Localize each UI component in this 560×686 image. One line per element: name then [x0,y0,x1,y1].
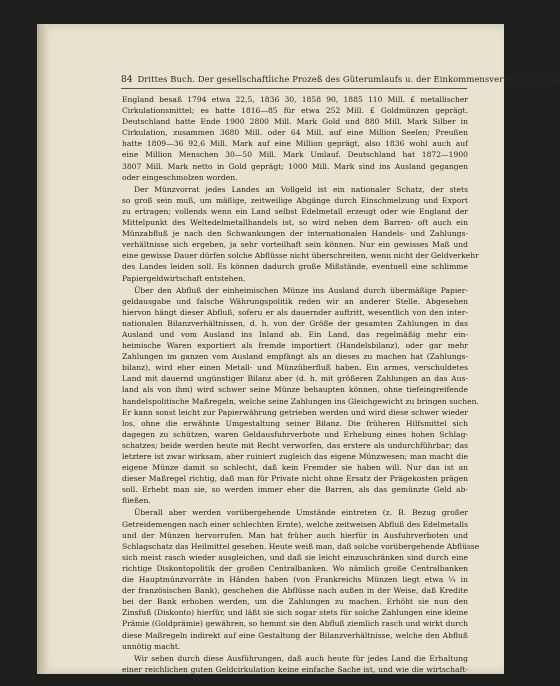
text-line: die Hauptmünzvorräte in Händen haben (von Frankreichs Münzen liegt etwa ¼ in [122,575,468,585]
paragraph [122,653,468,686]
text-line: letztere ist zwar wirksam, aber ruiniert zugleich das eigene Münzwesen; man macht die [122,452,468,461]
text-line: Mittelpunkt des Weltedelmetallhandels ist, so wird neben dem Barren- oft auch ein [122,218,468,228]
body-text [122,94,480,686]
text-line: Prämie (Goldprämie) gewähren, so hemmt sie den Abfluß ziemlich rasch und wirkt durch [122,619,468,629]
text-line: Wir sehen durch diese Ausführungen, daß auch heute für jedes Land die Erhaltung [134,653,468,663]
text-line: Münzabfluß je nach den Schwankungen der internationalen Handels- und Zahlungs- [122,229,468,239]
text-line: geldausgabe und falsche Währungspolitik reden wir an anderer Stelle. Abgesehen [122,296,468,306]
text-line: los, ohne die erwähnte Umgestaltung seiner Bilanz. Die früheren Hilfsmittel sich [122,418,468,428]
text-line: Er kann sonst leicht zur Papierwährung getrieben werden und wird diese schwer wieder [122,407,468,417]
text-line: Zahlungen im ganzen vom Ausland empfängt als an dieses zu machen hat (Zahlungs- [122,352,468,362]
header-rule [121,88,467,89]
text-line: 3807 Mill. Mark netto in Gold geprägt; 1000 Mill. Mark sind ins Ausland gegangen [122,161,468,171]
text-line: soll. Erhebt man sie, so werden immer eher die Barren, als das gemünzte Geld ab- [122,485,468,495]
text-line: verhältnisse sich ergeben, ja sehr vorteilhaft sein können. Nur ein gewisses Maß und [122,240,468,250]
text-line: bilanz), wird eher einen Metall- und Münzüberfluß haben. Ein armes, verschuldetes [122,363,468,373]
text-line: land als von ihm) wird schwer seine Münze behaupten können, ohne tiefeingreifende [122,385,468,395]
marginal-page-reference: [542 [539,75,560,85]
text-line: sich meist rasch wieder ausgleichen, und daß sie leicht einzuschränken sind durch eine [122,552,468,562]
text-line: Der Münzvorrat jedes Landes an Vollgeld ist ein nationaler Schatz, der stets [134,184,468,194]
text-line: nationalen Bilanzverhältnissen, d. h. von der Größe der gesamten Zahlungen in das [122,318,468,328]
text-line: zu ertragen; vollends wenn ein Land selbst Edelmetall erzeugt oder wie England der [122,206,468,216]
text-line: Cirkulationsmittel; es hatte 1816—85 für etwa 252 Mill. £ Goldmünzen geprägt. [122,106,468,116]
text-line: Deutschland hatte Ende 1900 2800 Mill. Mark Gold und 880 Mill. Mark Silber in [122,117,468,127]
book-page [37,24,560,685]
text-line: heimische Waren exportiert als fremde importiert (Handelsbilanz), oder gar mehr [122,341,468,351]
text-line: einer reichlichen guten Geldcirkulation keine einfache Sache ist, und wie die wirtschaft- [122,664,468,674]
text-line: Schlagschatz das Heilmittel gesehen. Heute weiß man, daß solche vorübergehende Abflüsse [122,541,480,551]
text-line: Ausland und vom Ausland ins Inland ab. Ein Land, das regelmäßig mehr ein- [122,329,468,339]
text-line: so groß sein muß, um mäßige, zeitweilige Abgänge durch Einschmelzung und Export [122,195,468,205]
text-line: eine gewisse Dauer dürfen solche Abflüsse nicht überschreiten, wenn nicht der Geldverkehr [122,251,479,261]
text-line: Papiergeldwirtschaft entstehen. [122,273,246,283]
text-line: Zinsfuß (Diskonto) hierfür, und läßt sie sich sogar stets für solche Zahlungen eine kleine [122,608,468,618]
text-line: oder eingeschmolzen worden. [122,172,238,182]
text-line: Cirkulation, zusammen 3680 Mill. oder 64 Mill. auf eine Million Seelen; Preußen [122,128,468,138]
text-line: handelspolitische Maßregeln, welche seine Zahlungen ins Gleichgewicht zu bringen suchen. [122,396,479,406]
text-line: Getreidemengen nach einer schlechten Ernte), welche zeitweisen Abfluß des Edelmetalls [122,519,468,529]
paragraph [122,507,480,651]
page-number: 84 [121,75,133,85]
text-line: schatzes; beide werden heute mit Recht verworfen, das erstere als undurchführbar; das [122,440,468,450]
text-line: der französischen Bank), geschehen die Abflüsse nach außen in der Weise, daß Kredite [122,586,468,596]
text-line: richtige Diskontopolitik der großen Centralbanken. Wo nämlich große Centralbanken [122,563,468,573]
text-line: und der Münzen hervorrufen. Man hat früher auch hierfür in Ausfuhrverboten und [122,530,468,540]
text-line: des Landes leiden soll. Es können dadurch große Mißstände, eventuell eine schlimme [122,262,468,272]
running-title: Drittes Buch. Der gesellschaftliche Prozeß des Güterumlaufs u. der Einkommensverteilung. [137,74,537,84]
text-line: dagegen zu schützen, waren Geldausfuhrverbote und Erhebung eines hohen Schlag- [122,429,468,439]
text-line: liche Politik von den verschiedensten Seiten her dazu mitwirken muß. Und dabei haben [122,675,461,685]
running-header [121,74,560,85]
page-gutter [37,24,47,674]
text-line: Überall aber werden vorübergehende Umstände eintreten (z. B. Bezug großer [134,508,468,518]
text-line: eine Million Menschen 30—50 Mill. Mark Umlauf. Deutschland hat 1872—1900 [122,150,468,160]
paragraph [122,285,479,507]
text-line: unnötig macht. [122,641,181,651]
text-line: eigene Münze damit so schlecht, daß kein Fremder sie haben will. Nur das ist an [122,463,468,473]
text-line: bei der Bank erhoben werden, um die Zahlungen zu machen. Erhöht sie nun den [122,597,468,607]
text-line: Über den Abfluß der einheimischen Münze ins Ausland durch übermäßige Papier- [134,285,468,295]
text-line: hatte 1809—36 92,6 Mill. Mark auf eine Million geprägt, also 1836 wohl auch auf [122,139,468,149]
text-line: diese Maßregeln indirekt auf eine Gestaltung der Bilanzverhältnisse, welche den Abfluß [122,630,468,640]
text-line: Land mit dauernd ungünstiger Bilanz aber (d. h. mit größeren Zahlungen an das Aus- [122,374,468,384]
text-line: fließen. [122,496,151,506]
text-line: dieser Maßregel richtig, daß man für Private nicht ohne Ersatz der Prägekosten prägen [122,474,468,484]
text-line: hiervon hängt dieser Abfluß, soferu er als dauernder auftritt, wesentlich von den inter- [122,307,468,317]
text-line: England besaß 1794 etwa 22,5, 1836 30, 1858 90, 1885 110 Mill. £ metallischer [122,95,468,104]
paragraph [122,184,479,284]
paragraph [122,94,468,183]
